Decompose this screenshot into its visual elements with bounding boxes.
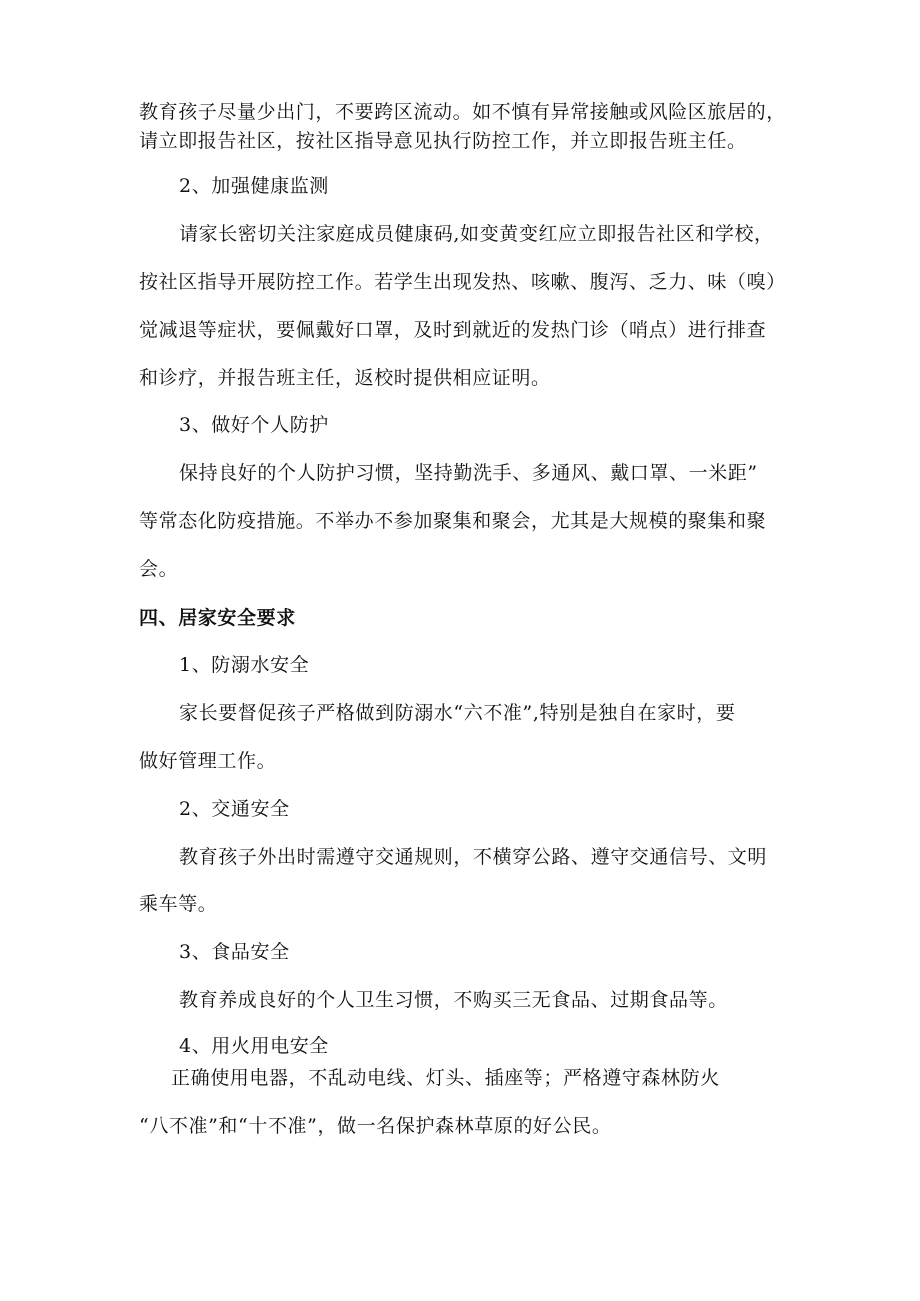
paragraph-line: 家长要督促孩子严格做到防溺水“六不准”,特别是独自在家时，要 bbox=[179, 702, 736, 724]
paragraph-line: “八不准”和“十不准”，做一名保护森林草原的好公民。 bbox=[139, 1115, 612, 1137]
subheading-personal-protection: 3、做好个人防护 bbox=[179, 414, 329, 436]
paragraph-line: 会。 bbox=[139, 558, 179, 580]
paragraph-line: 教育孩子尽量少出门，不要跨区流动。如不慎有异常接触或风险区旅居的， bbox=[139, 101, 786, 123]
paragraph-line: 做好管理工作。 bbox=[139, 750, 277, 772]
paragraph-line: 正确使用电器，不乱动电线、灯头、插座等；严格遵守森林防火 bbox=[171, 1067, 720, 1089]
subheading-fire-electric-safety: 4、用火用电安全 bbox=[179, 1035, 329, 1057]
paragraph-line: 等常态化防疫措施。不举办不参加聚集和聚会，尤其是大规模的聚集和聚 bbox=[139, 510, 767, 532]
paragraph-line: 请家长密切关注家庭成员健康码,如变黄变红应立即报告社区和学校， bbox=[179, 223, 774, 245]
paragraph-line: 保持良好的个人防护习惯，坚持勤洗手、多通风、戴口罩、一米距” bbox=[179, 462, 758, 484]
subheading-food-safety: 3、食品安全 bbox=[179, 941, 290, 963]
section-heading-home-safety: 四、居家安全要求 bbox=[139, 607, 296, 629]
subheading-drowning-prevention: 1、防溺水安全 bbox=[179, 654, 310, 676]
paragraph-line: 教育养成良好的个人卫生习惯，不购买三无食品、过期食品等。 bbox=[179, 989, 728, 1011]
paragraph-line: 觉减退等症状，要佩戴好口罩，及时到就近的发热门诊（哨点）进行排查 bbox=[139, 319, 767, 341]
subheading-traffic-safety: 2、交通安全 bbox=[179, 798, 290, 820]
paragraph-line: 和诊疗，并报告班主任，返校时提供相应证明。 bbox=[139, 367, 551, 389]
paragraph-line: 按社区指导开展防控工作。若学生出现发热、咳嗽、腹泻、乏力、味（嗅） bbox=[139, 271, 786, 293]
subheading-health-monitoring: 2、加强健康监测 bbox=[179, 175, 329, 197]
paragraph-line: 乘车等。 bbox=[139, 893, 218, 915]
paragraph-line: 请立即报告社区，按社区指导意见执行防控工作，并立即报告班主任。 bbox=[139, 130, 747, 152]
paragraph-line: 教育孩子外出时需遵守交通规则，不横穿公路、遵守交通信号、文明 bbox=[179, 846, 768, 868]
